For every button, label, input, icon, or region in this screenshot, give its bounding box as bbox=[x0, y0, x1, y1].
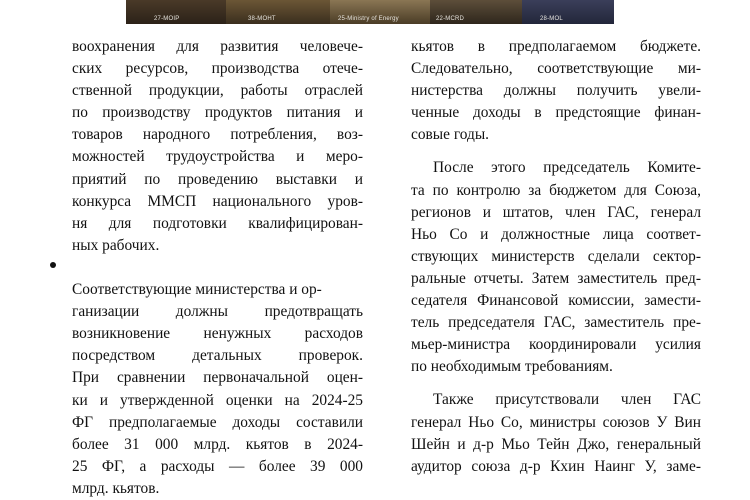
paragraph bbox=[411, 36, 701, 146]
photo-caption: 27-MOIP bbox=[154, 16, 180, 22]
text-line: более 31 000 млрд. кьятов в 2024- bbox=[72, 435, 363, 453]
text-line: ФГ предполагаемые доходы составили bbox=[72, 413, 363, 431]
photo-tile bbox=[430, 0, 522, 24]
text-line: регионов и штатов, член ГАС, генерал bbox=[411, 203, 701, 221]
text-line: по необходимым требованиям. bbox=[411, 358, 613, 376]
text-line: совые годы. bbox=[411, 126, 490, 144]
text-line: кьятов в предполагаемом бюджете. bbox=[411, 38, 701, 55]
text-line: При сравнении первоначальной оцен- bbox=[72, 369, 363, 387]
text-line: нистерства должны получить увели- bbox=[411, 82, 701, 100]
text-line: Следовательно, соответствующие ми- bbox=[411, 60, 701, 78]
paragraph bbox=[411, 157, 701, 378]
text-line: ня для подготовки квалифицирован- bbox=[72, 214, 363, 232]
text-line: посредством детальных проверок. bbox=[72, 347, 363, 365]
text-line: мьер-министра координировали усилия bbox=[411, 336, 701, 354]
paragraph bbox=[72, 36, 363, 257]
text-line: Также присутствовали член ГАС bbox=[433, 391, 701, 409]
text-line: приятий по проведению выставки и bbox=[72, 170, 363, 188]
photo-tile bbox=[226, 0, 330, 24]
text-line: 25 ФГ, а расходы — более 39 000 bbox=[72, 457, 363, 475]
text-line: ственной продукции, работы отраслей bbox=[72, 82, 363, 100]
paragraph bbox=[411, 389, 701, 477]
text-line: та по контролю за бюджетом для Союза, bbox=[411, 181, 701, 199]
photo-caption: 38-MOHT bbox=[248, 16, 276, 22]
text-line: После этого председатель Комите- bbox=[433, 159, 701, 177]
photo-caption: 22-MCRD bbox=[436, 16, 465, 22]
photo-tile bbox=[330, 0, 430, 24]
text-line: Соответствующие министерства и ор- bbox=[72, 281, 322, 299]
text-line: конкурса ММСП национального уров- bbox=[72, 192, 363, 210]
text-line: ки и утвержденной оценки на 2024-25 bbox=[72, 391, 363, 409]
text-line: аудитор союза д-р Кхин Наинг У, заме- bbox=[411, 457, 701, 475]
left-column bbox=[72, 36, 363, 500]
text-line: генерал Ньо Со, министры союзов У Вин bbox=[411, 413, 701, 431]
text-line: ченные доходы в предстоящие финан- bbox=[411, 104, 701, 122]
text-line: тель председателя ГАС, заместитель пре- bbox=[411, 314, 701, 332]
text-line: ских ресурсов, производства отече- bbox=[72, 60, 363, 78]
text-line: млрд. кьятов. bbox=[72, 479, 160, 497]
text-line: Ньо Со и должностные лица соответ- bbox=[411, 225, 701, 243]
text-line: ных рабочих. bbox=[72, 236, 160, 254]
photo-tile bbox=[522, 0, 614, 24]
photo-caption: 28-MOL bbox=[540, 16, 563, 22]
bullet-paragraph bbox=[72, 279, 363, 500]
text-line: седателя Финансовой комиссии, замести- bbox=[411, 292, 701, 310]
text-line: Шейн и д-р Мьо Тейн Джо, генеральный bbox=[411, 435, 701, 453]
text-line: можностей трудоустройства и меро- bbox=[72, 148, 363, 166]
photo-tile bbox=[126, 0, 226, 24]
text-line: ганизации должны предотвращать bbox=[72, 303, 363, 321]
text-line: по производству продуктов питания и bbox=[72, 104, 363, 122]
text-line: воохранения для развития человече- bbox=[72, 38, 363, 55]
text-line: ральные отчеты. Затем заместитель пред- bbox=[411, 269, 701, 287]
text-line: товаров народного потребления, воз- bbox=[72, 126, 363, 144]
text-line: возникновение ненужных расходов bbox=[72, 325, 363, 343]
photo-caption: 25-Ministry of Energy bbox=[338, 16, 399, 22]
bullet-dot bbox=[50, 262, 56, 268]
text-line: ствующих министерств сделали сектор- bbox=[411, 247, 701, 265]
right-column bbox=[411, 36, 701, 478]
photo-strip bbox=[126, 0, 614, 24]
